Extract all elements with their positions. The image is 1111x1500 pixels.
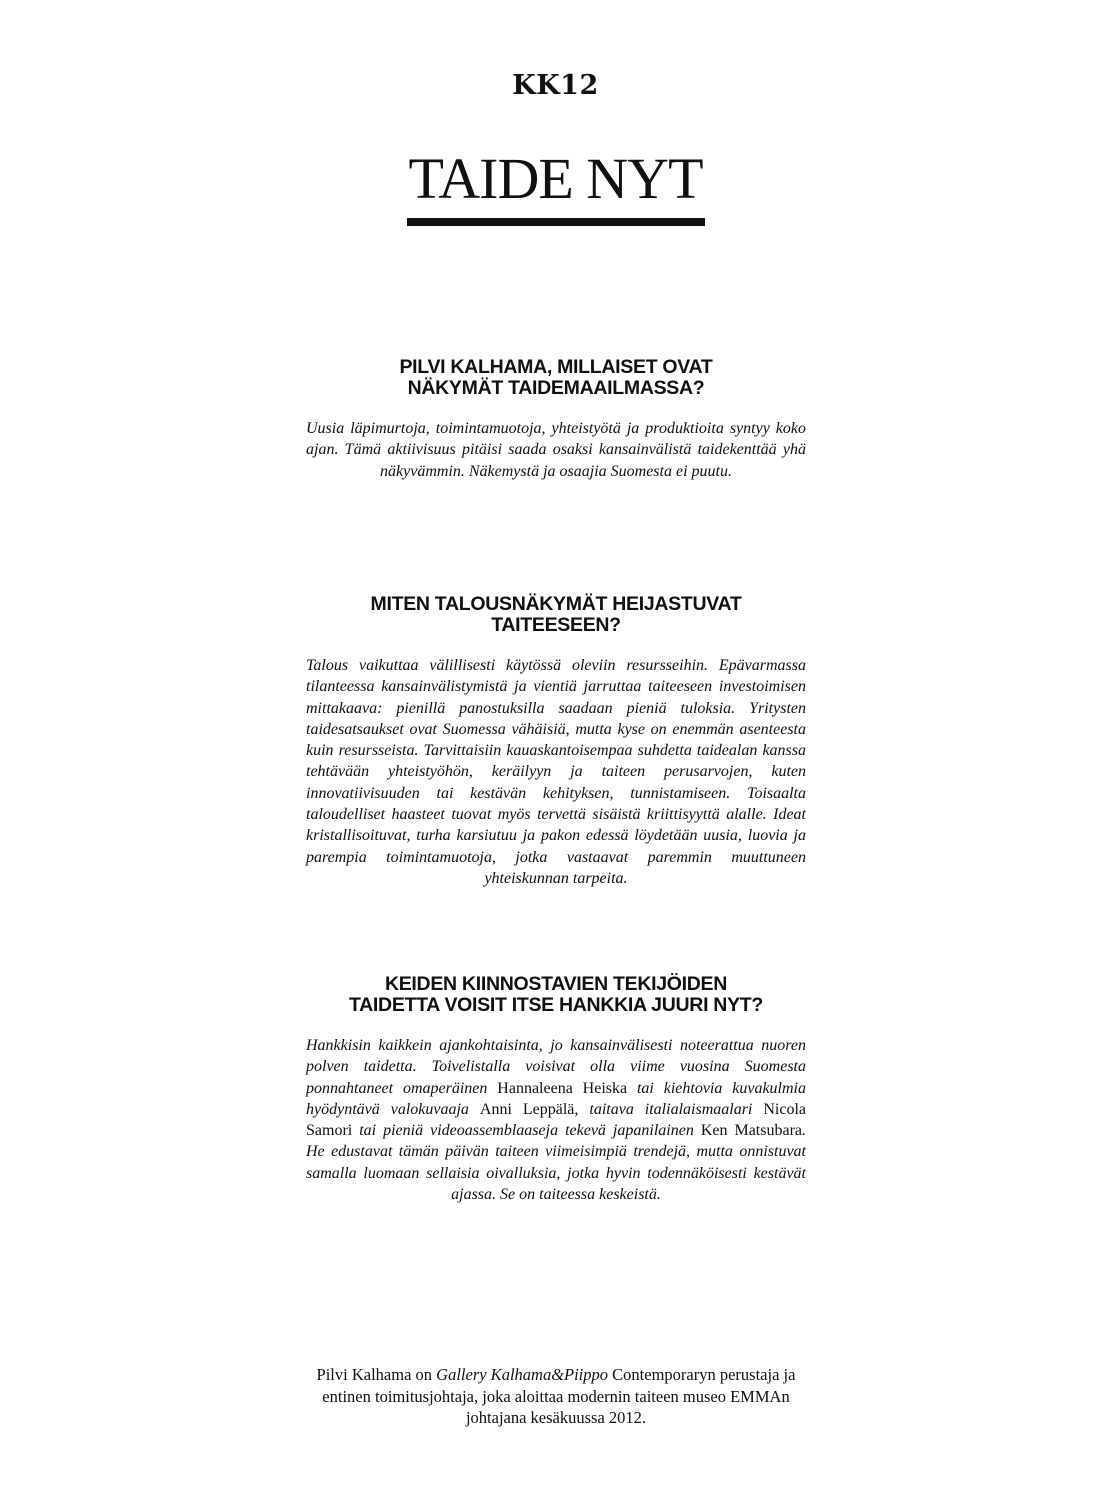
question-line: MITEN TALOUSNÄKYMÄT HEIJASTUVAT TAITEESEEN?	[370, 593, 742, 636]
interview-section-1	[306, 357, 806, 498]
question-heading	[306, 974, 806, 1016]
question-line: KEIDEN KIINNOSTAVIEN TEKIJÖIDEN	[384, 973, 728, 995]
bio-text: Pilvi Kalhama on	[316, 1365, 437, 1384]
issue-code: KK12	[512, 70, 599, 101]
answer-text	[306, 1035, 806, 1205]
artist-name: Hannaleena Heiska	[497, 1079, 628, 1097]
question-line: NÄKYMÄT TAIDEMAAILMASSA?	[407, 377, 705, 399]
title-block	[0, 148, 1111, 226]
question-line: PILVI KALHAMA, MILLAISET OVAT	[399, 356, 713, 378]
gallery-name: Gallery Kalhama&Piippo	[436, 1365, 609, 1384]
interview-section-2	[306, 594, 806, 905]
answer-fragment: tai pieniä videoassemblaaseja tekevä japanilainen	[352, 1122, 701, 1140]
author-bio	[306, 1364, 806, 1429]
answer-fragment: Hankkisin kaikkein ajankohtaisinta, jo kansainvälisesti noteerattua nuoren polven taidetta. Toivelistalla voisivat olla viime vuosina Suomesta ponnahtaneet omaperäinen	[306, 1037, 806, 1097]
artist-name: Nicola Samori	[306, 1100, 806, 1140]
bio-text: Contemporaryn perustaja ja entinen toimitusjohtaja, joka aloittaa modernin taiteen museo EMMAn johtajana kesäkuussa 2012.	[322, 1365, 796, 1427]
answer-text: Talous vaikuttaa välillisesti käytössä oleviin resursseihin. Epävarmassa tilanteessa kansainvälistymistä ja vientiä jarruttaa taiteeseen investoimisen mittakaava: pienillä panostuksilla saadaan pieniä tuloksia. Yritysten taidesatsaukset ovat Suomessa vähäisiä, mutta kyse on enemmän asenteesta kuin resursseista. Tarvittaisiin kauaskantoisempaa suhdetta taidealan kanssa tehtävään yhteistyöhön, keräilyyn ja taiteen perusarvojen, kuten innovatiivisuuden tai kestävän kehityksen, tunnistamiseen. Toisaalta taloudelliset haasteet tuovat myös tervettä sisäistä kriittisyyttä alalle. Ideat kristallisoituvat, turha karsiutuu ja pakon edessä löydetään uusia, luovia ja parempia toimintamuotoja, jotka vastaavat paremmin muuttuneen yhteiskunnan tarpeita.	[306, 657, 806, 887]
interview-section-3	[306, 974, 806, 1221]
artist-name: Anni Leppälä	[479, 1100, 575, 1118]
answer-fragment: , taitava italialaismaalari	[574, 1100, 764, 1118]
question-heading	[306, 357, 806, 399]
answer-text: Uusia läpimurtoja, toimintamuotoja, yhteistyötä ja produktioita syntyy koko ajan. Tämä aktiivisuus pitäisi saada osaksi kansainvälistä taidekenttää yhä näkyvämmin. Näkemystä ja osaajia Suomesta ei puutu.	[306, 420, 806, 480]
question-heading	[306, 594, 806, 636]
page-title: TAIDE NYT	[407, 148, 705, 226]
answer-fragment: . He edustavat tämän päivän taiteen viimeisimpiä trendejä, mutta onnistuvat samalla luomaan sellaisia oivalluksia, jotka hyvin todennäköisesti kestävät ajassa. Se on taiteessa keskeistä.	[306, 1122, 806, 1204]
answer-fragment: tai kiehtovia kuvakulmia hyödyntävä valokuvaaja	[306, 1079, 806, 1118]
question-line: TAIDETTA VOISIT ITSE HANKKIA JUURI NYT?	[348, 994, 764, 1016]
artist-name: Ken Matsubara	[700, 1122, 802, 1140]
